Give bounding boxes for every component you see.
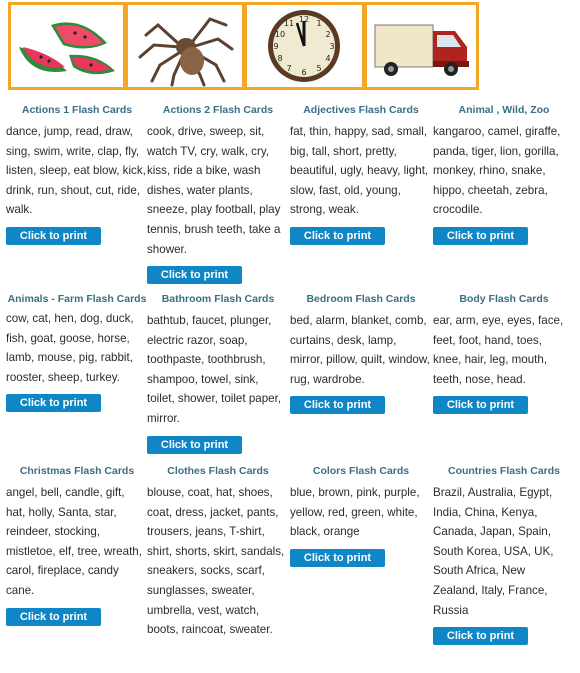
click-to-print-button[interactable]: Click to print xyxy=(6,394,101,412)
svg-text:12: 12 xyxy=(298,15,310,24)
click-to-print-button[interactable]: Click to print xyxy=(6,608,101,626)
card-title[interactable]: Adjectives Flash Cards xyxy=(303,104,419,116)
svg-text:5: 5 xyxy=(316,64,322,73)
click-to-print-button[interactable]: Click to print xyxy=(290,227,385,245)
flash-card-actions-2 xyxy=(147,104,289,284)
svg-text:6: 6 xyxy=(301,68,307,77)
svg-text:8: 8 xyxy=(277,54,283,63)
svg-text:4: 4 xyxy=(325,54,331,63)
card-word-list: dance, jump, read, draw, sing, swim, write, clap, fly, listen, sleep, eat blow, kick, drink, run, shout, cut, ride, walk. xyxy=(6,125,146,217)
flash-card-bathroom xyxy=(147,293,289,454)
click-to-print-button[interactable]: Click to print xyxy=(6,227,101,245)
flash-card-adjectives xyxy=(290,104,432,245)
click-to-print-button[interactable]: Click to print xyxy=(433,627,528,645)
card-title[interactable]: Animal , Wild, Zoo xyxy=(458,104,550,116)
card-title[interactable]: Body Flash Cards xyxy=(459,293,549,305)
card-title[interactable]: Actions 2 Flash Cards xyxy=(162,104,274,116)
spider-image[interactable] xyxy=(128,5,242,87)
card-title[interactable]: Actions 1 Flash Cards xyxy=(21,104,133,116)
flash-card-body xyxy=(433,293,575,414)
watermelon-image[interactable] xyxy=(11,5,123,87)
clock-image[interactable] xyxy=(247,5,362,87)
card-title[interactable]: Countries Flash Cards xyxy=(447,465,561,477)
svg-text:10: 10 xyxy=(274,30,286,39)
click-to-print-button[interactable]: Click to print xyxy=(433,227,528,245)
card-word-list: blouse, coat, hat, shoes, coat, dress, jacket, pants, trousers, jeans, T-shirt, shirt, shorts, skirt, sandals, sneakers, socks, scarf, sunglasses, sweater, umbrella, vest, watch, boots, raincoat, sweater. xyxy=(147,486,285,637)
flash-card-actions-1 xyxy=(6,104,148,245)
card-word-list: fat, thin, happy, sad, small, big, tall, short, pretty, beautiful, ugly, heavy, light, slow, fast, old, young, strong, weak. xyxy=(290,125,429,217)
flash-card-christmas xyxy=(6,465,148,626)
card-title[interactable]: Colors Flash Cards xyxy=(312,465,410,477)
click-to-print-button[interactable]: Click to print xyxy=(433,396,528,414)
card-word-list: bathtub, faucet, plunger, electric razor, soap, toothpaste, toothbrush, shampoo, towel, sink, toilet, shower, toilet paper, mirror. xyxy=(147,314,282,425)
svg-text:3: 3 xyxy=(329,42,335,51)
flash-card-animal-wild-zoo xyxy=(433,104,575,245)
svg-text:1: 1 xyxy=(316,19,322,28)
card-title[interactable]: Bedroom Flash Cards xyxy=(306,293,416,305)
image-banner xyxy=(8,2,479,90)
card-word-list: angel, bell, candle, gift, hat, holly, Santa, star, reindeer, stocking, mistletoe, elf, tree, wreath, carol, fireplace, candy cane. xyxy=(6,486,142,597)
flash-card-clothes xyxy=(147,465,289,640)
svg-text:7: 7 xyxy=(286,64,292,73)
flash-card-animals-farm xyxy=(6,293,148,412)
card-title[interactable]: Bathroom Flash Cards xyxy=(161,293,275,305)
card-word-list: cook, drive, sweep, sit, watch TV, cry, walk, cry, kiss, ride a bike, wash dishes, water plants, sneeze, play football, play tennis, brush teeth, take a shower. xyxy=(147,125,281,256)
click-to-print-button[interactable]: Click to print xyxy=(147,266,242,284)
click-to-print-button[interactable]: Click to print xyxy=(290,396,385,414)
card-title[interactable]: Christmas Flash Cards xyxy=(19,465,135,477)
card-title[interactable]: Animals - Farm Flash Cards xyxy=(7,293,147,305)
truck-image[interactable] xyxy=(367,5,476,87)
svg-text:9: 9 xyxy=(273,42,279,51)
click-to-print-button[interactable]: Click to print xyxy=(147,436,242,454)
flash-card-colors xyxy=(290,465,432,567)
svg-text:11: 11 xyxy=(283,19,295,28)
card-title[interactable]: Clothes Flash Cards xyxy=(167,465,269,477)
card-word-list: Brazil, Australia, Egypt, India, China, Kenya, Canada, Japan, Spain, South Korea, USA, UK, South Africa, New Zealand, Italy, France, Russia xyxy=(433,486,554,617)
card-word-list: ear, arm, eye, eyes, face, feet, foot, hand, toes, knee, hair, leg, mouth, teeth, nose, head. xyxy=(433,314,564,386)
flash-card-countries xyxy=(433,465,575,645)
card-word-list: cow, cat, hen, dog, duck, fish, goat, goose, horse, lamb, mouse, pig, rabbit, rooster, sheep, turkey. xyxy=(6,312,134,384)
flash-card-bedroom xyxy=(290,293,432,414)
svg-text:2: 2 xyxy=(325,30,331,39)
card-word-list: kangaroo, camel, giraffe, panda, tiger, lion, gorilla, monkey, rhino, snake, hippo, cheetah, zebra, crocodile. xyxy=(433,125,561,217)
card-word-list: bed, alarm, blanket, comb, curtains, desk, lamp, mirror, pillow, quilt, window, rug, wardrobe. xyxy=(290,314,430,386)
click-to-print-button[interactable]: Click to print xyxy=(290,549,385,567)
card-word-list: blue, brown, pink, purple, yellow, red, green, white, black, orange xyxy=(290,486,420,539)
